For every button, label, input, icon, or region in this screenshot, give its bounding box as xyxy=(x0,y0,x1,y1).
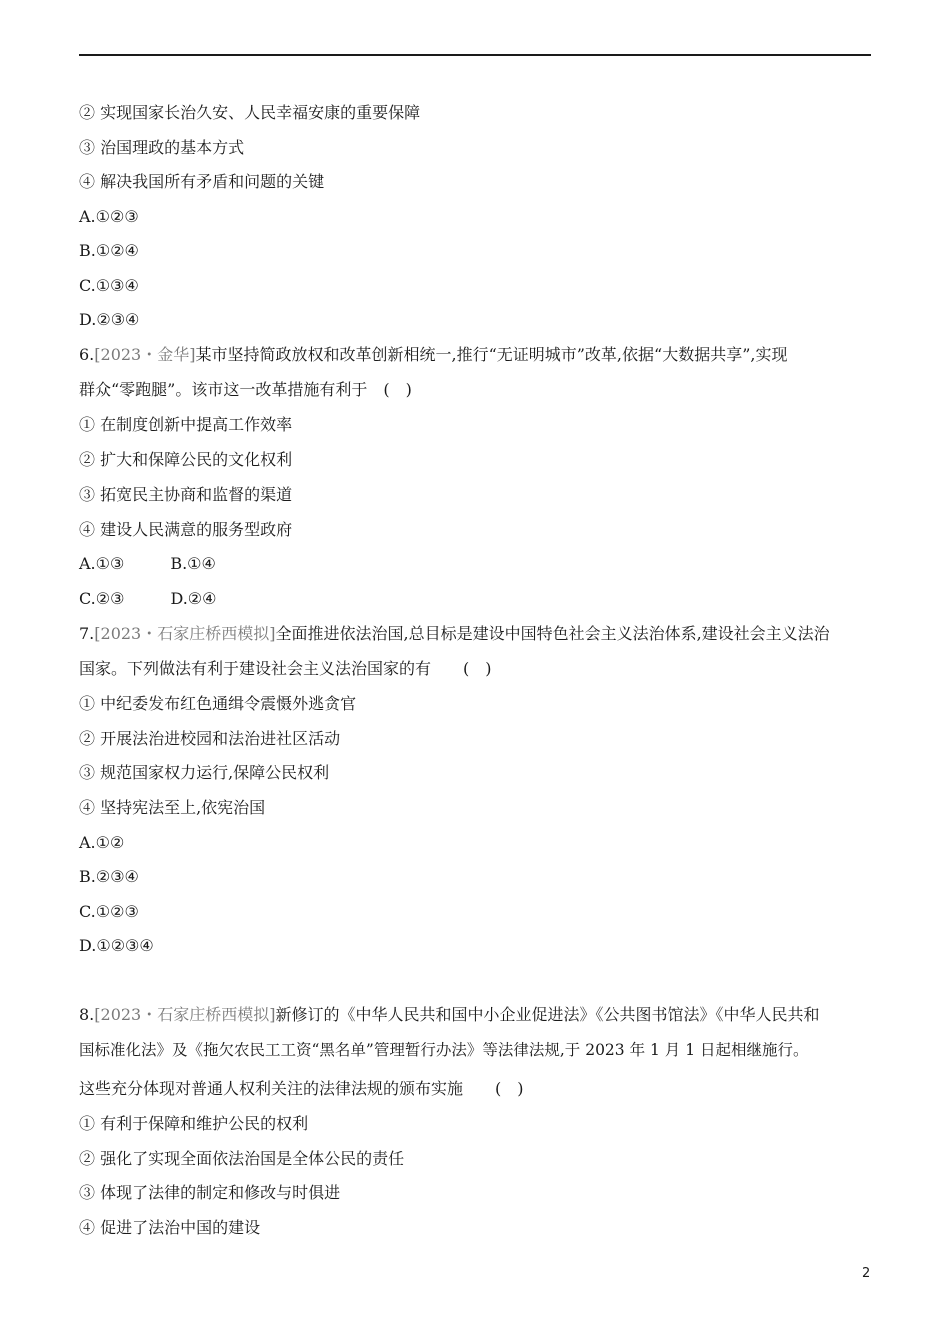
q6-stem-text: 某市坚持简政放权和改革创新相统一,推行“无证明城市”改革,依据“大数据共享”,实现 xyxy=(195,345,788,364)
q5-option-3: ③ 治国理政的基本方式 xyxy=(79,138,245,157)
q8-stem-text: 新修订的《中华人民共和国中小企业促进法》《公共图书馆法》《中华人民共和 xyxy=(275,1005,820,1024)
page-number: 2 xyxy=(862,1266,871,1281)
q8-stem-line-3: 这些充分体现对普通人权利关注的法律法规的颁布实施 ( ) xyxy=(79,1079,524,1098)
q8-stem-line-1 xyxy=(79,1004,820,1026)
q6-choice-a: A.①③ xyxy=(79,554,125,573)
q8-option-3: ③ 体现了法律的制定和修改与时俱进 xyxy=(79,1183,341,1202)
q5-choice-c: C.①③④ xyxy=(79,276,139,295)
q5-choice-d: D.②③④ xyxy=(79,310,140,329)
q6-choices-row-2 xyxy=(79,588,216,610)
q7-option-3: ③ 规范国家权力运行,保障公民权利 xyxy=(79,763,330,782)
q8-source: [2023・石家庄桥西模拟] xyxy=(94,1005,276,1024)
q6-option-2: ② 扩大和保障公民的文化权利 xyxy=(79,450,293,469)
header-rule xyxy=(79,54,871,56)
q7-source: [2023・石家庄桥西模拟] xyxy=(94,624,276,643)
q5-option-4: ④ 解决我国所有矛盾和问题的关键 xyxy=(79,172,325,191)
q7-option-4: ④ 坚持宪法至上,依宪治国 xyxy=(79,798,266,817)
q8-stem-line-2: 国标准化法》及《拖欠农民工工资“黑名单”管理暂行办法》等法律法规,于 2023 年 1 月 1 日起相继施行。 xyxy=(79,1041,809,1059)
q6-choice-b: B.①④ xyxy=(170,554,216,573)
q7-choice-d: D.①②③④ xyxy=(79,936,154,955)
q6-choice-c: C.②③ xyxy=(79,589,125,608)
q8-option-4: ④ 促进了法治中国的建设 xyxy=(79,1218,261,1237)
q5-choice-a: A.①②③ xyxy=(79,207,139,226)
q6-number: 6. xyxy=(79,345,95,364)
q7-number: 7. xyxy=(79,624,95,643)
q7-choice-c: C.①②③ xyxy=(79,902,139,921)
q7-stem-line-1 xyxy=(79,623,830,645)
q6-option-3: ③ 拓宽民主协商和监督的渠道 xyxy=(79,485,293,504)
q7-choice-a: A.①② xyxy=(79,833,125,852)
q6-choices-row-1 xyxy=(79,553,216,575)
q7-option-2: ② 开展法治进校园和法治进社区活动 xyxy=(79,729,341,748)
q7-option-1: ① 中纪委发布红色通缉令震慑外逃贪官 xyxy=(79,694,357,713)
q8-number: 8. xyxy=(79,1005,95,1024)
q7-stem-text: 全面推进依法治国,总目标是建设中国特色社会主义法治体系,建设社会主义法治 xyxy=(275,624,830,643)
q8-option-2: ② 强化了实现全面依法治国是全体公民的责任 xyxy=(79,1149,405,1168)
q6-stem-line-2: 群众“零跑腿”。该市这一改革措施有利于 ( ) xyxy=(79,380,412,399)
q6-choice-d: D.②④ xyxy=(170,589,217,608)
q8-option-1: ① 有利于保障和维护公民的权利 xyxy=(79,1114,309,1133)
q6-option-1: ① 在制度创新中提高工作效率 xyxy=(79,415,293,434)
q7-choice-b: B.②③④ xyxy=(79,867,139,886)
q5-option-2: ② 实现国家长治久安、人民幸福安康的重要保障 xyxy=(79,103,421,122)
q6-stem-line-1 xyxy=(79,344,787,366)
q7-stem-line-2: 国家。下列做法有利于建设社会主义法治国家的有 ( ) xyxy=(79,659,492,678)
q6-source: [2023・金华] xyxy=(94,345,196,364)
q5-choice-b: B.①②④ xyxy=(79,241,139,260)
q6-option-4: ④ 建设人民满意的服务型政府 xyxy=(79,520,293,539)
